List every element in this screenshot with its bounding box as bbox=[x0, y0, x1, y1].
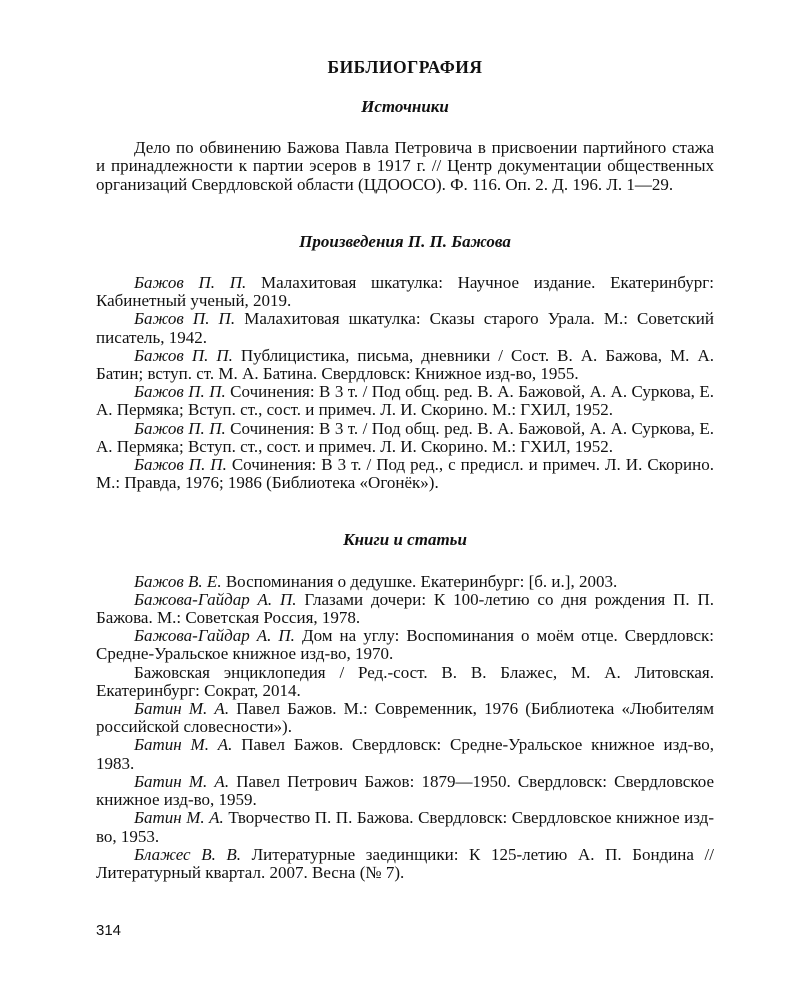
sources-list bbox=[96, 139, 714, 194]
page-title: БИБЛИОГРАФИЯ bbox=[327, 57, 483, 77]
entry-text: Павел Бажов. М.: Современник, 1976 (Библиотека «Любителям российской словесности»). bbox=[96, 699, 714, 737]
entry-author: Бажов П. П. bbox=[134, 273, 247, 293]
bib-entry bbox=[96, 591, 714, 627]
entry-text: Дело по обвинению Бажова Павла Петровича в присвоении партийного стажа и принадлежности к партии эсеров в 1917 г. // Центр документации общественных организаций Свердловской области (ЦДООСО). Ф. 116. Оп. 2. Д. 196. Л. 1—29. bbox=[96, 138, 714, 194]
section-heading-works: Произведения П. П. Бажова bbox=[299, 231, 511, 251]
entry-author: Бажов П. П. bbox=[134, 418, 226, 438]
books-articles-list bbox=[96, 573, 714, 882]
bib-entry bbox=[96, 383, 714, 419]
entry-text: Сочинения: В 3 т. / Под ред., с предисл. и примеч. Л. И. Скорино. М.: Правда, 1976; 1986 (Библиотека «Огонёк»). bbox=[96, 455, 714, 493]
entry-text: Бажовская энциклопедия / Ред.-сост. В. В. Блажес, М. А. Литовская. Екатеринбург: Сократ, 2014. bbox=[96, 662, 714, 700]
entry-author: Батин М. А. bbox=[134, 735, 233, 755]
entry-text: Публицистика, письма, дневники / Сост. В. А. Бажова, М. А. Батин; вступ. ст. М. А. Батина. Свердловск: Книжное изд-во, 1955. bbox=[96, 345, 714, 384]
entry-text: Сочинения: В 3 т. / Под общ. ред. В. А. Бажовой, А. А. Суркова, Е. А. Пермяка; Вступ. ст., сост. и примеч. Л. И. Скорино. М.: ГХИЛ, 1952. bbox=[96, 382, 714, 420]
entry-text: Творчество П. П. Бажова. Свердловск: Свердловское книжное изд-во, 1953. bbox=[96, 808, 714, 846]
entry-author: Батин М. А. bbox=[134, 808, 224, 828]
section-heading-sources: Источники bbox=[361, 97, 449, 116]
entry-text: Малахитовая шкатулка: Сказы старого Урала. М.: Советский писатель, 1942. bbox=[96, 309, 714, 347]
bib-entry bbox=[96, 139, 714, 194]
entry-author: Бажов В. Е. bbox=[134, 571, 222, 591]
entry-text: Малахитовая шкатулка: Научное издание. Екатеринбург: Кабинетный ученый, 2019. bbox=[96, 273, 714, 311]
bib-entry bbox=[96, 846, 714, 882]
entry-author: Бажов П. П. bbox=[134, 382, 226, 402]
entry-text: Литературные заединщики: К 125-летию А. П. Бондина // Литературный квартал. 2007. Весна (№ 7). bbox=[96, 844, 714, 882]
entry-author: Бажов П. П. bbox=[134, 345, 233, 365]
bib-entry bbox=[96, 456, 714, 492]
bib-entry bbox=[96, 347, 714, 383]
works-list bbox=[96, 274, 714, 492]
entry-author: Батин М. А. bbox=[134, 699, 230, 719]
bib-entry bbox=[96, 700, 714, 736]
entry-author: Бажов П. П. bbox=[134, 309, 236, 329]
entry-author: Бажова-Гайдар А. П. bbox=[134, 626, 295, 646]
bib-entry bbox=[96, 809, 714, 845]
bib-entry bbox=[96, 664, 714, 700]
bib-entry bbox=[96, 773, 714, 809]
section-heading-books-articles: Книги и статьи bbox=[343, 530, 467, 550]
entry-text: Воспоминания о дедушке. Екатеринбург: [б. и.], 2003. bbox=[221, 571, 618, 591]
bib-entry bbox=[96, 274, 714, 310]
entry-author: Блажес В. В. bbox=[134, 844, 242, 864]
entry-text: Сочинения: В 3 т. / Под общ. ред. В. А. Бажовой, А. А. Суркова, Е. А. Пермяка; Вступ. ст., сост. и примеч. Л. И. Скорино. М.: ГХИЛ, 1952. bbox=[96, 418, 714, 456]
entry-text: Глазами дочери: К 100-летию со дня рождения П. П. Бажова. М.: Советская Россия, 1978. bbox=[96, 589, 714, 628]
bib-entry bbox=[96, 627, 714, 663]
bibliography-page bbox=[96, 58, 714, 882]
page-number: 314 bbox=[96, 922, 122, 939]
bib-entry bbox=[96, 310, 714, 346]
entry-text: Дом на углу: Воспоминания о моём отце. Свердловск: Средне-Уральское книжное изд-во, 1970. bbox=[96, 626, 714, 664]
entry-author: Бажова-Гайдар А. П. bbox=[134, 589, 297, 609]
entry-text: Павел Петрович Бажов: 1879—1950. Свердловск: Свердловское книжное изд-во, 1959. bbox=[96, 771, 714, 810]
bib-entry bbox=[96, 736, 714, 772]
bib-entry bbox=[96, 573, 714, 591]
entry-text: Павел Бажов. Свердловск: Средне-Уральское книжное изд-во, 1983. bbox=[96, 735, 714, 773]
entry-author: Батин М. А. bbox=[134, 771, 230, 791]
entry-author: Бажов П. П. bbox=[134, 455, 227, 475]
bib-entry bbox=[96, 420, 714, 456]
